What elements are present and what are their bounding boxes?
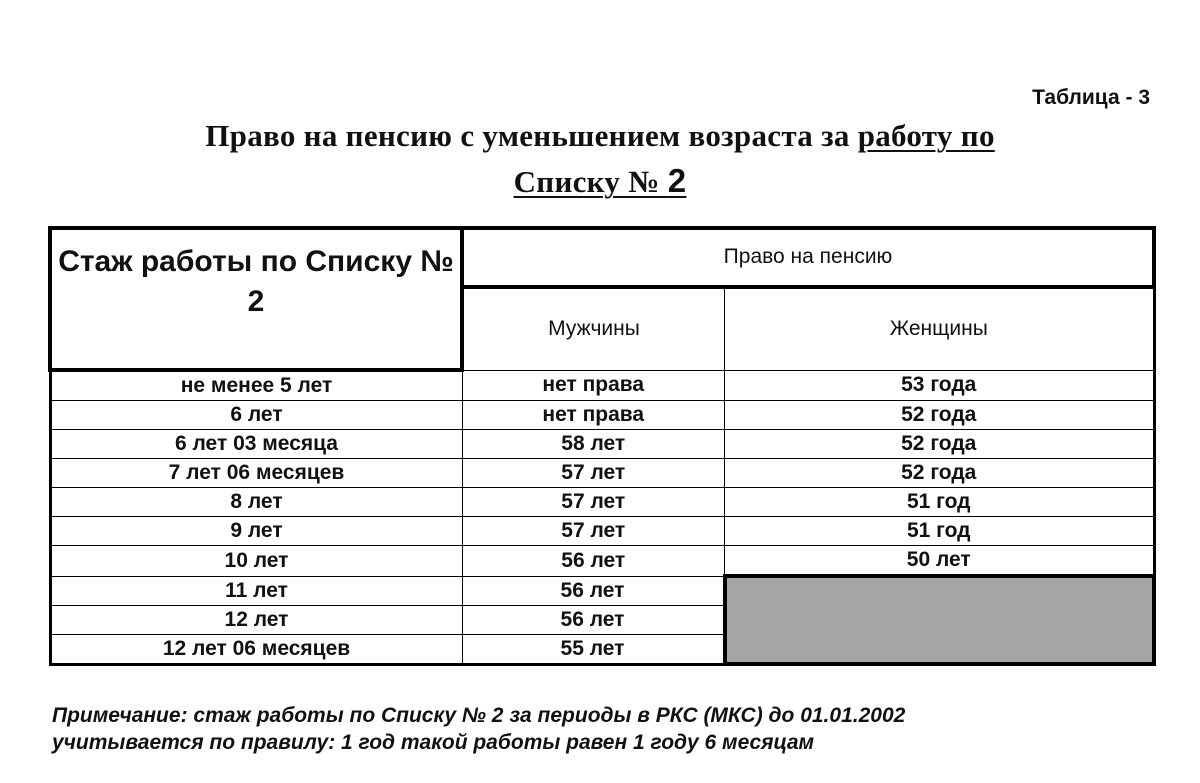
header-row — [50, 228, 1154, 287]
cell-stazh: 6 лет — [50, 401, 462, 430]
note-line2: учитывается по правилу: 1 год такой работы равен 1 году 6 месяцам — [52, 731, 815, 754]
page-title-line2 — [0, 162, 1200, 200]
cell-women: 53 года — [725, 370, 1155, 401]
cell-men: 56 лет — [462, 576, 725, 605]
pension-table — [48, 226, 1156, 666]
cell-stazh: 12 лет — [50, 605, 462, 634]
header-stazh: Стаж работы по Списку № 2 — [50, 228, 462, 370]
cell-stazh: 7 лет 06 месяцев — [50, 459, 462, 488]
table-row — [50, 488, 1154, 517]
cell-stazh: 12 лет 06 месяцев — [50, 634, 462, 664]
header-pravo: Право на пенсию — [462, 228, 1154, 287]
cell-stazh: 8 лет — [50, 488, 462, 517]
cell-stazh: 11 лет — [50, 576, 462, 605]
cell-men: 56 лет — [462, 605, 725, 634]
cell-men: 57 лет — [462, 488, 725, 517]
cell-men: 57 лет — [462, 517, 725, 546]
table-row — [50, 576, 1154, 605]
page-title-line1 — [0, 118, 1200, 154]
cell-women: 51 год — [725, 517, 1155, 546]
title-text: Право на пенсию с уменьшением возраста за — [205, 118, 858, 153]
header-women: Женщины — [725, 287, 1155, 370]
cell-stazh: 9 лет — [50, 517, 462, 546]
table-row — [50, 546, 1154, 577]
cell-women: 52 года — [725, 430, 1155, 459]
title-underlined-text: работу по — [857, 118, 995, 153]
title-underlined-line2 — [514, 164, 687, 199]
cell-women: 51 год — [725, 488, 1155, 517]
table-number-label: Таблица - 3 — [1032, 86, 1150, 109]
table-row — [50, 401, 1154, 430]
cell-women: 50 лет — [725, 546, 1155, 577]
cell-men: 57 лет — [462, 459, 725, 488]
table-row — [50, 517, 1154, 546]
title-list-text: Списку № — [513, 164, 668, 199]
note-line1: Примечание: стаж работы по Списку № 2 за периоды в РКС (МКС) до 01.01.2002 — [52, 704, 906, 727]
cell-stazh: 10 лет — [50, 546, 462, 577]
cell-stazh: 6 лет 03 месяца — [50, 430, 462, 459]
cell-men: нет права — [462, 401, 725, 430]
header-men: Мужчины — [462, 287, 725, 370]
table-row — [50, 430, 1154, 459]
gray-empty-cell — [725, 576, 1155, 664]
title-list-number: 2 — [667, 162, 687, 199]
table-row — [50, 459, 1154, 488]
table-row — [50, 370, 1154, 401]
cell-stazh: не менее 5 лет — [50, 370, 462, 401]
cell-men: 56 лет — [462, 546, 725, 577]
cell-men: 55 лет — [462, 634, 725, 664]
cell-women: 52 года — [725, 459, 1155, 488]
cell-women: 52 года — [725, 401, 1155, 430]
cell-men: нет права — [462, 370, 725, 401]
cell-men: 58 лет — [462, 430, 725, 459]
